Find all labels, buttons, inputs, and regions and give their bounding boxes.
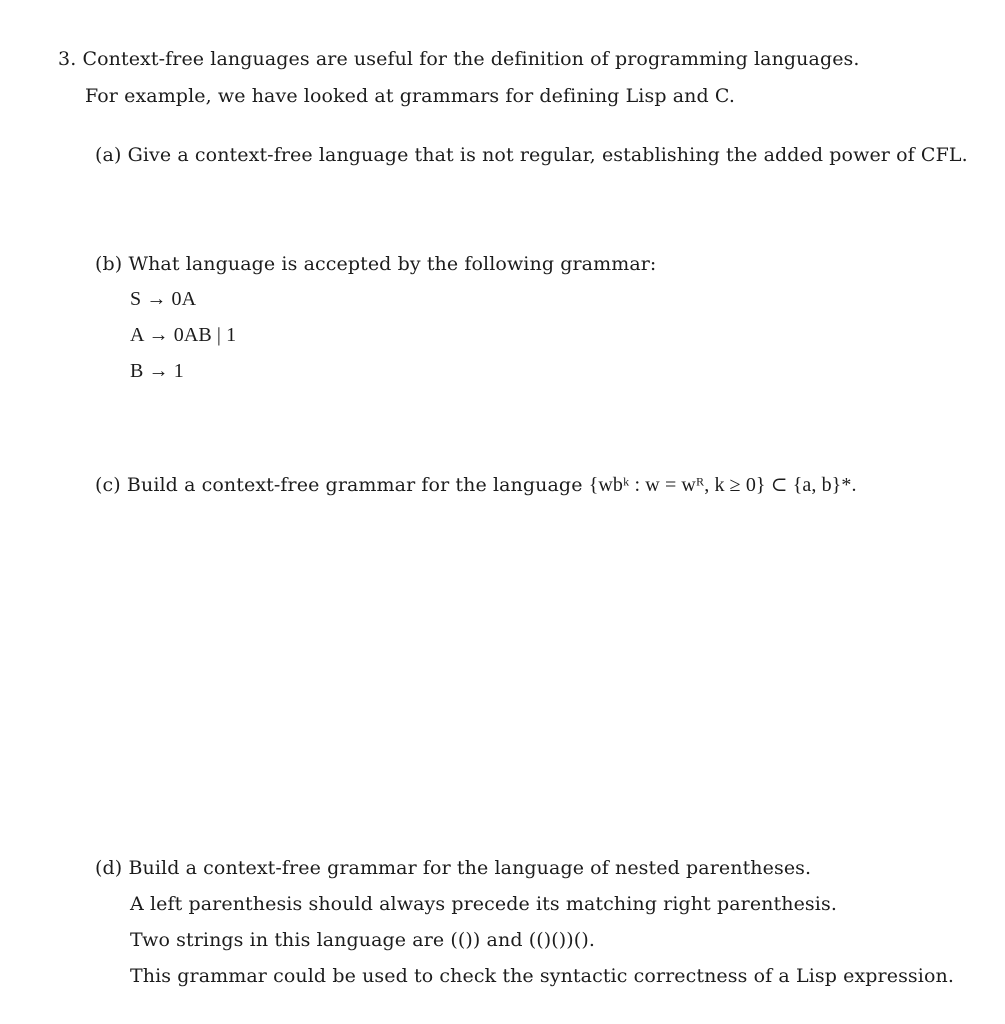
grammar-rule-2: A → 0AB | 1 (130, 324, 237, 346)
part-c-label: (c) (95, 474, 121, 496)
part-a-text: Give a context-free language that is not regular, establishing the added power of CFL. (127, 144, 968, 166)
part-c (95, 472, 857, 497)
problem-intro-line-2: For example, we have looked at grammars for defining Lisp and C. (85, 85, 735, 107)
part-a (95, 144, 968, 166)
part-d (95, 857, 811, 879)
problem-intro-text-1: Context-free languages are useful for the definition of programming languages. (82, 48, 860, 70)
part-a-label: (a) (95, 144, 122, 166)
part-c-text: Build a context-free grammar for the language (126, 474, 583, 496)
part-d-line-1: Build a context-free grammar for the language of nested parentheses. (128, 857, 812, 879)
grammar-rule-1: S → 0A (130, 288, 197, 310)
problem-intro-line-1 (58, 48, 860, 70)
part-b (95, 253, 656, 275)
problem-number: 3. (58, 48, 77, 70)
part-d-line-2: A left parenthesis should always precede its matching right parenthesis. (130, 893, 837, 915)
part-c-math: {wbᵏ : w = wᴿ, k ≥ 0} ⊂ {a, b}*. (588, 474, 857, 496)
part-d-line-3: Two strings in this language are (()) and (()())(). (130, 929, 595, 951)
part-d-label: (d) (95, 857, 123, 879)
part-b-label: (b) (95, 253, 123, 275)
part-b-text: What language is accepted by the following grammar: (128, 253, 657, 275)
grammar-rule-3: B → 1 (130, 360, 184, 382)
part-d-line-4: This grammar could be used to check the syntactic correctness of a Lisp expression. (130, 965, 954, 987)
